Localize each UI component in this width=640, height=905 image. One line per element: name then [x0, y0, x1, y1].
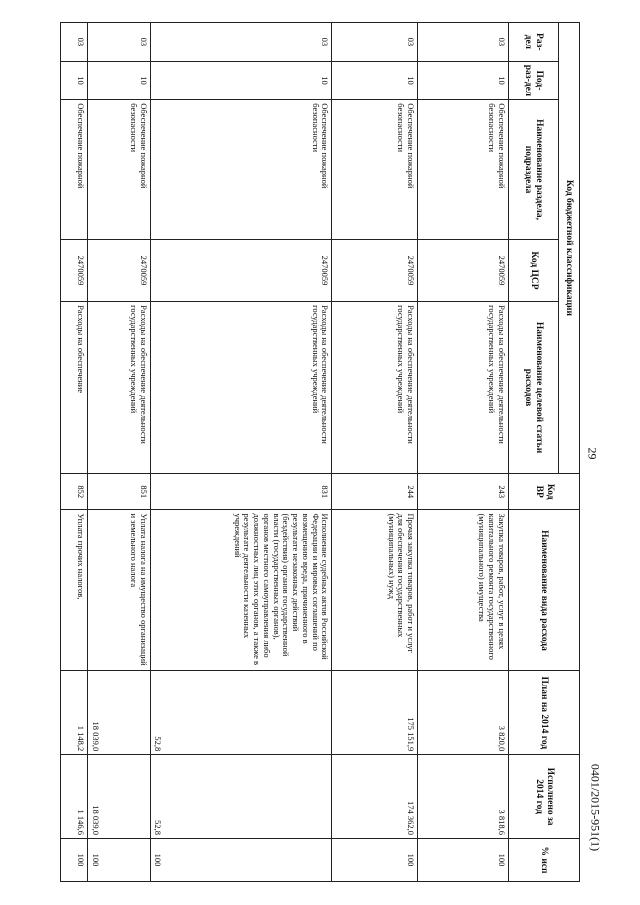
cell-vr: 243 [418, 473, 509, 510]
cell-vida: Уплата налога на имущество организаций и земельного налога [88, 510, 150, 671]
cell-stati: Расходы на обеспечение [61, 302, 88, 474]
cell-vr: 852 [61, 473, 88, 510]
cell-fact: 174 362,0 [332, 755, 418, 839]
cell-stati: Расходы на обеспечение деятельности государственных учреждений [88, 302, 150, 474]
cell-csr: 2470059 [418, 239, 509, 301]
cell-plan: 3 820,0 [418, 671, 509, 755]
header-podrazdel: Под-раз-дел [509, 61, 559, 100]
header-pct: % исп [509, 838, 580, 881]
cell-podrazdel: 10 [61, 61, 88, 100]
cell-csr: 2470059 [88, 239, 150, 301]
header-razdel: Раз-дел [509, 23, 559, 62]
cell-vida: Закупка товаров, работ, услуг в целях капитального ремонта государственного (муниципального) имущества [418, 510, 509, 671]
cell-vr: 851 [88, 473, 150, 510]
group-header: Код бюджетной классификации [559, 23, 580, 474]
header-plan: План на 2014 год [509, 671, 580, 755]
cell-razdel-name: Обеспечение пожарной безопасности [332, 100, 418, 240]
cell-fact: 1 146,6 [61, 755, 88, 839]
cell-razdel: 03 [61, 23, 88, 62]
header-naimen-vida: Наименование вида расхода [509, 510, 580, 671]
cell-razdel-name: Обеспечение пожарной безопасности [150, 100, 332, 240]
cell-stati: Расходы на обеспечение деятельности государственных учреждений [150, 302, 332, 474]
header-kod-vr: Код ВР [509, 473, 580, 510]
cell-pct: 100 [88, 838, 150, 881]
header-kod-csr: Код ЦСР [509, 239, 559, 301]
header-ispolneno: Исполнено за 2014 год [509, 755, 580, 839]
cell-vida: Исполнение судебных актов Российской Федерации и мировых соглашений по возмещению вреда, причиненного в результате незаконных действий (бездействия) органов государственной власти (государственных органов), органов местного самоуправления либо должностных лиц этих органов, а также в результате деятельности казенных учреждений [150, 510, 332, 671]
cell-razdel-name: Обеспечение пожарной безопасности [88, 100, 150, 240]
table-row [332, 23, 418, 882]
cell-razdel: 03 [418, 23, 509, 62]
cell-csr: 2470059 [332, 239, 418, 301]
cell-vr: 831 [150, 473, 332, 510]
cell-razdel-name: Обеспечение пожарной [61, 100, 88, 240]
cell-vida: Уплата прочих налогов, [61, 510, 88, 671]
budget-table [60, 22, 580, 882]
cell-razdel: 03 [332, 23, 418, 62]
cell-vida: Прочая закупка товаров, работ и услуг для обеспечения государственных (муниципальных) нужд [332, 510, 418, 671]
cell-pct: 100 [418, 838, 509, 881]
cell-pct: 100 [150, 838, 332, 881]
cell-razdel: 03 [88, 23, 150, 62]
cell-fact: 52,8 [150, 755, 332, 839]
cell-podrazdel: 10 [88, 61, 150, 100]
cell-vr: 244 [332, 473, 418, 510]
cell-razdel-name: Обеспечение пожарной безопасности [418, 100, 509, 240]
header-naimen-razdela: Наименование раздела, подраздела [509, 100, 559, 240]
cell-stati: Расходы на обеспечение деятельности государственных учреждений [332, 302, 418, 474]
cell-podrazdel: 10 [332, 61, 418, 100]
cell-plan: 175 151,9 [332, 671, 418, 755]
cell-podrazdel: 10 [150, 61, 332, 100]
table-row [150, 23, 332, 882]
cell-fact: 18 039,0 [88, 755, 150, 839]
cell-pct: 100 [61, 838, 88, 881]
cell-podrazdel: 10 [418, 61, 509, 100]
table-row [61, 23, 88, 882]
cell-plan: 1 148,2 [61, 671, 88, 755]
cell-plan: 18 039,0 [88, 671, 150, 755]
cell-stati: Расходы на обеспечение деятельности государственных учреждений [418, 302, 509, 474]
header-naimen-stati: Наименование целевой статьи расходов [509, 302, 559, 474]
cell-csr: 2470059 [61, 239, 88, 301]
page-number: 29 [585, 447, 600, 460]
cell-csr: 2470059 [150, 239, 332, 301]
document-code: 0401/2015-951(1) [588, 763, 603, 852]
table-row [88, 23, 150, 882]
cell-fact: 3 818,6 [418, 755, 509, 839]
budget-table-sheet [60, 22, 580, 882]
cell-razdel: 03 [150, 23, 332, 62]
table-row [418, 23, 509, 882]
cell-plan: 52,8 [150, 671, 332, 755]
cell-pct: 100 [332, 838, 418, 881]
